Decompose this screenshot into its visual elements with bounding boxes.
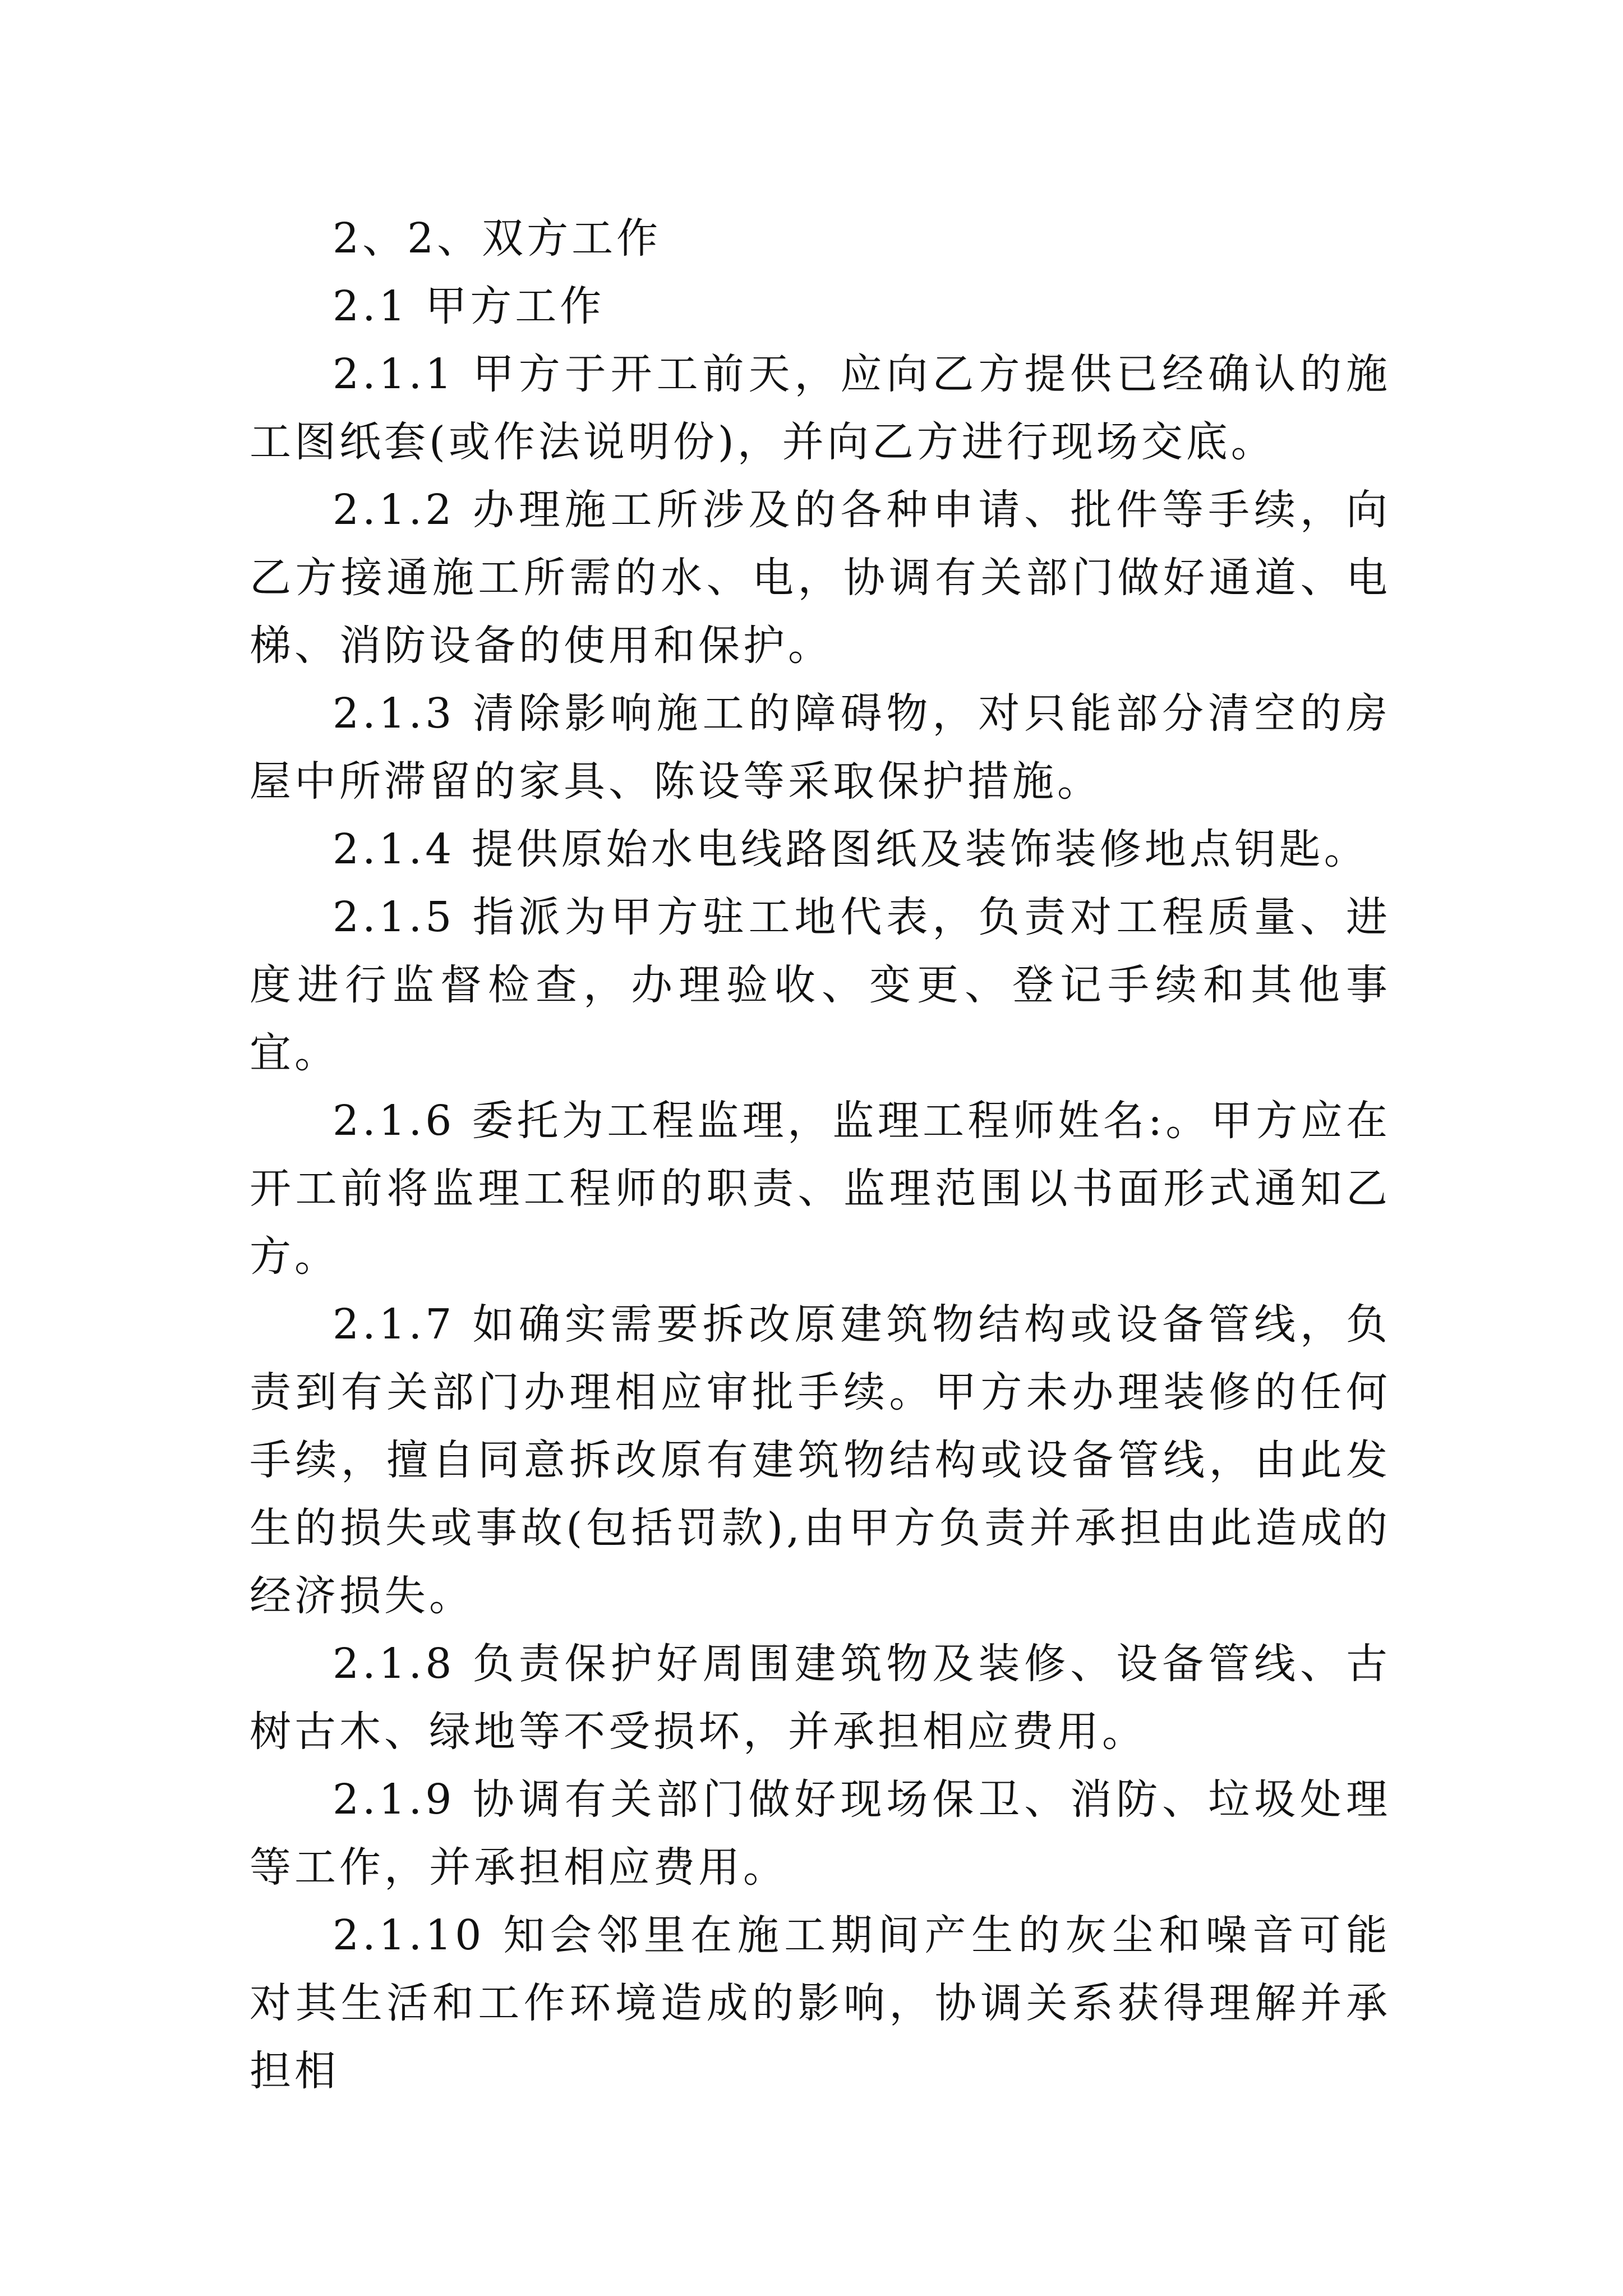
clause-2-1-6: 2.1.6 委托为工程监理，监理工程师姓名:。甲方应在开工前将监理工程师的职责、监理范围以书面形式通知乙方。 <box>250 1097 1391 1281</box>
clause-2-1-1: 2.1.1 甲方于开工前天，应向乙方提供已经确认的施工图纸套(或作法说明份)，并向乙方进行现场交底。 <box>250 350 1391 466</box>
section-heading-2-1: 2.1 甲方工作 <box>333 282 605 330</box>
section-heading-2: 2、2、双方工作 <box>333 214 662 263</box>
clause-2-1-4: 2.1.4 提供原始水电线路图纸及装饰装修地点钥匙。 <box>333 825 1369 873</box>
clause-2-1-10: 2.1.10 知会邻里在施工期间产生的灰尘和噪音可能对其生活和工作环境造成的影响，协调关系获得理解并承担相 <box>250 1911 1391 2095</box>
clause-2-1-3: 2.1.3 清除影响施工的障碍物，对只能部分清空的房屋中所滞留的家具、陈设等采取保护措施。 <box>250 689 1391 806</box>
clause-2-1-8: 2.1.8 负责保护好周围建筑物及装修、设备管线、古树古木、绿地等不受损坏，并承担相应费用。 <box>250 1640 1391 1756</box>
clause-2-1-2: 2.1.2 办理施工所涉及的各种申请、批件等手续，向乙方接通施工所需的水、电，协调有关部门做好通道、电梯、消防设备的使用和保护。 <box>250 486 1391 670</box>
clause-2-1-5: 2.1.5 指派为甲方驻工地代表，负责对工程质量、进度进行监督检查，办理验收、变更、登记手续和其他事宜。 <box>250 893 1391 1077</box>
document-body <box>250 205 1391 2105</box>
clause-2-1-9: 2.1.9 协调有关部门做好现场保卫、消防、垃圾处理等工作，并承担相应费用。 <box>250 1775 1391 1892</box>
clause-2-1-7: 2.1.7 如确实需要拆改原建筑物结构或设备管线，负责到有关部门办理相应审批手续。甲方未办理装修的任何手续，擅自同意拆改原有建筑物结构或设备管线，由此发生的损失或事故(包括罚款),由甲方负责并承担由此造成的经济损失。 <box>250 1300 1391 1620</box>
